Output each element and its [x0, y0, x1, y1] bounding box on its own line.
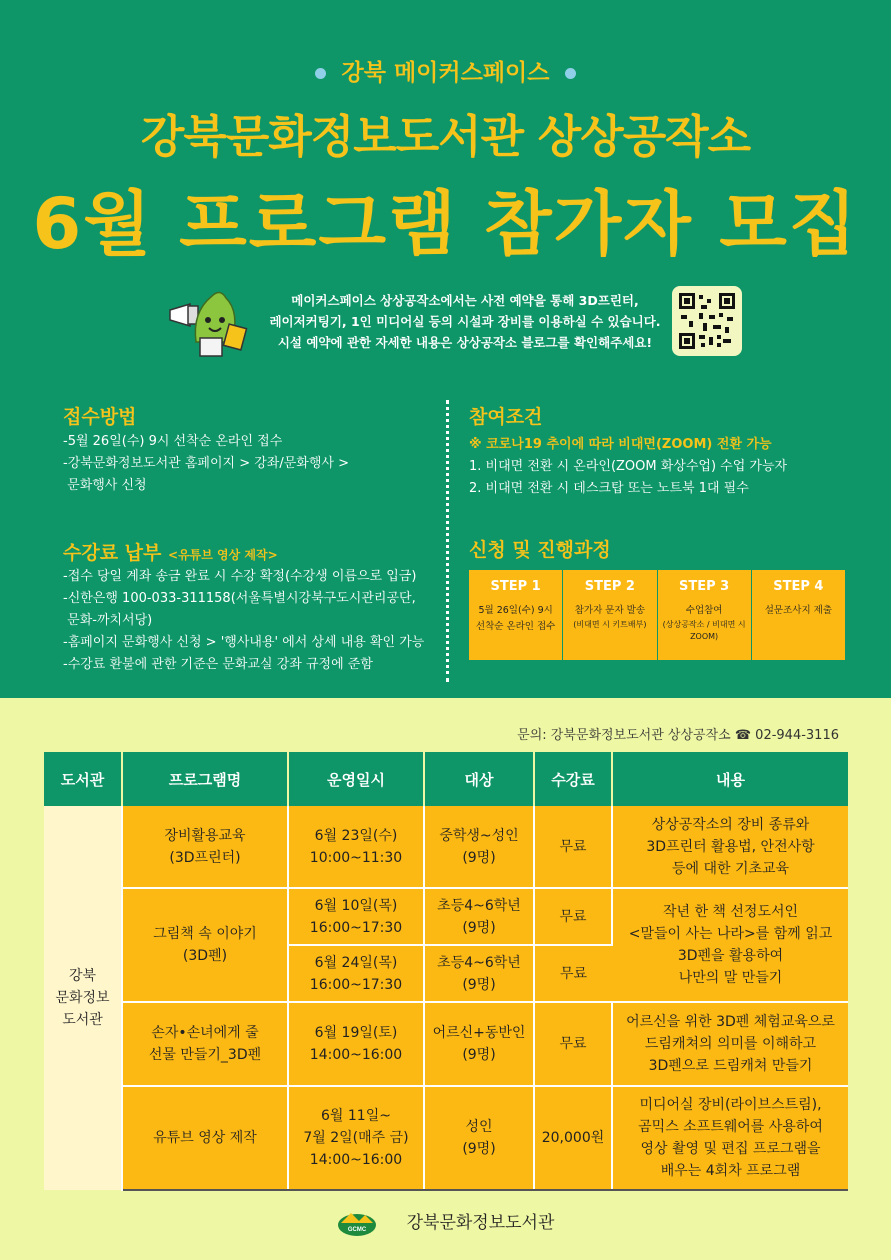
table-header-row [44, 752, 848, 806]
content-cell: 미디어실 장비(라이브스트림), 곰믹스 소프트웨어를 사용하여 영상 촬영 및 편집 프로그램을 배우는 4회차 프로그램 [612, 1086, 848, 1190]
fee-title: 수강료 납부 <유튜브 영상 제작> [63, 542, 278, 564]
target-cell: 중학생~성인 (9명) [424, 806, 534, 888]
fee-cell: 무료 [534, 945, 612, 1002]
page-title: 6월 프로그램 참가자 모집 [32, 183, 859, 265]
dot-icon [315, 68, 326, 79]
date-cell: 6월 11일~ 7월 2일(매주 금) 14:00~16:00 [288, 1086, 424, 1190]
reception-text: -5월 26일(수) 9시 선착순 온라인 접수 -강북문화정보도서관 홈페이지 > 강좌/문화행사 > 문화행사 신청 [63, 434, 349, 493]
step-4: STEP 4 설문조사지 제출 [752, 570, 845, 660]
step-3: STEP 3 수업참여 (상상공작소 / 비대면 시 ZOOM) [658, 570, 752, 660]
process-steps [469, 570, 845, 660]
dot-icon [565, 68, 576, 79]
date-cell: 6월 19일(토) 14:00~16:00 [288, 1002, 424, 1086]
contact-info: 문의: 강북문화정보도서관 상상공작소 ☎ 02-944-3116 [517, 728, 839, 743]
table-row [44, 1002, 848, 1086]
header-library: 도서관 [44, 752, 122, 806]
program-cell: 장비활용교육 (3D프린터) [122, 806, 288, 888]
table-row [44, 1086, 848, 1190]
target-cell: 초등4~6학년 (9명) [424, 888, 534, 945]
target-cell: 어르신+동반인 (9명) [424, 1002, 534, 1086]
fee-subtitle: <유튜브 영상 제작> [168, 548, 278, 562]
header-content: 내용 [612, 752, 848, 806]
column-divider [446, 400, 449, 682]
program-cell: 유튜브 영상 제작 [122, 1086, 288, 1190]
page-subtitle: 강북문화정보도서관 상상공작소 [140, 110, 751, 163]
fee-cell: 무료 [534, 806, 612, 888]
header-target: 대상 [424, 752, 534, 806]
program-cell: 그림책 속 이야기 (3D펜) [122, 888, 288, 1002]
footer [0, 1208, 891, 1237]
header-date: 운영일시 [288, 752, 424, 806]
content-cell: 상상공작소의 장비 종류와 3D프린터 활용법, 안전사항 등에 대한 기초교육 [612, 806, 848, 888]
step-1: STEP 1 5월 26일(수) 9시 선착순 온라인 접수 [469, 570, 563, 660]
footer-library-name: 강북문화정보도서관 [406, 1213, 555, 1233]
table-row [44, 806, 848, 888]
reception-title: 접수방법 [63, 406, 137, 428]
content-cell: 어르신을 위한 3D펜 체험교육으로 드림캐쳐의 의미를 이해하고 3D펜으로 드림캐쳐 만들기 [612, 1002, 848, 1086]
mascot-icon [168, 282, 258, 362]
header-program: 프로그램명 [122, 752, 288, 806]
qr-code[interactable] [672, 286, 742, 356]
header-fee: 수강료 [534, 752, 612, 806]
date-cell: 6월 24일(목) 16:00~17:30 [288, 945, 424, 1002]
fee-text: -접수 당일 계좌 송금 완료 시 수강 확정(수강생 이름으로 입금) -신한은행 100-033-311158(서울특별시강북구도시관리공단, 문화-까치서당) -홈페이지 문화행사 신청 > '행사내용' 에서 상세 내용 확인 가능 -수강료 환불에 관한 기준은 문화교실 강좌 규정에 준함 [63, 569, 425, 672]
program-table [44, 752, 848, 1191]
conditions-title: 참여조건 [469, 406, 543, 428]
conditions-text: ※ 코로나19 추이에 따라 비대면(ZOOM) 전환 가능 1. 비대면 전환 시 온라인(ZOOM 화상수업) 수업 가능자 2. 비대면 전환 시 데스크탑 또는 노트북 1대 필수 [469, 434, 787, 500]
table-row [44, 888, 848, 945]
fee-cell: 무료 [534, 888, 612, 945]
step-2: STEP 2 참가자 문자 발송 (비대면 시 키트배부) [563, 570, 657, 660]
fee-cell: 무료 [534, 1002, 612, 1086]
date-cell: 6월 10일(목) 16:00~17:30 [288, 888, 424, 945]
intro-text: 메이커스페이스 상상공작소에서는 사전 예약을 통해 3D프린터, 레이저커팅기, 1인 미디어실 등의 시설과 장비를 이용하실 수 있습니다. 시설 예약에 관한 자세한 내용은 상상공작소 블로그를 확인해주세요! [269, 293, 661, 350]
content-cell: 작년 한 책 선정도서인 <말들이 사는 나라>를 함께 읽고 3D펜을 활용하여 나만의 말 만들기 [612, 888, 848, 1002]
eyebrow: 강북 메이커스페이스 [0, 54, 891, 87]
qr-code-icon [679, 293, 735, 349]
corona-note: ※ 코로나19 추이에 따라 비대면(ZOOM) 전환 가능 [469, 437, 772, 452]
process-title: 신청 및 진행과정 [469, 539, 611, 561]
program-cell: 손자•손녀에게 줄 선물 만들기_3D펜 [122, 1002, 288, 1086]
target-cell: 초등4~6학년 (9명) [424, 945, 534, 1002]
library-logo-icon [337, 1209, 377, 1237]
svg-text:GCMC: GCMC [347, 1227, 366, 1233]
target-cell: 성인 (9명) [424, 1086, 534, 1190]
fee-cell: 20,000원 [534, 1086, 612, 1190]
date-cell: 6월 23일(수) 10:00~11:30 [288, 806, 424, 888]
library-cell: 강북 문화정보 도서관 [44, 806, 122, 1190]
